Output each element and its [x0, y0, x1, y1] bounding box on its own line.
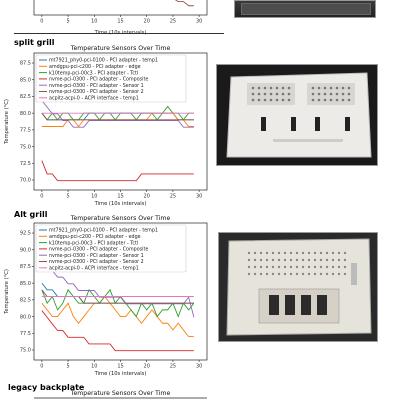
- split-series-line-3: [42, 161, 194, 181]
- alt-legend-label: mt7921_phy0-pci-0100 - PCI adapter - temp1: [49, 228, 158, 234]
- alt-photo: [218, 232, 378, 342]
- alt-legend-label: amdgpu-pci-c200 - PCI adapter - edge: [49, 235, 141, 240]
- split-ytick-label: 80.0: [19, 110, 31, 117]
- top-xtick-label: 5: [66, 18, 70, 25]
- top-xtick-label: 0: [40, 18, 44, 25]
- split-legend-label: nvme-pci-0300 - PCI adapter - Composite: [49, 77, 149, 83]
- alt-ytick-label: 75.0: [19, 347, 31, 354]
- split-legend-label: nvme-pci-0300 - PCI adapter - Sensor 2: [49, 90, 144, 96]
- alt-legend-label: nvme-pci-0300 - PCI adapter - Composite: [49, 247, 149, 253]
- alt-legend-label: acpitz-acpi-0 - ACPI interface - temp1: [49, 266, 139, 272]
- alt-xtick-label: 0: [40, 363, 44, 370]
- split-legend-label: k10temp-pci-00c3 - PCI adapter - Tctl: [49, 71, 139, 77]
- split-xtick-label: 20: [143, 193, 150, 200]
- split-legend-label: mt7921_phy0-pci-0100 - PCI adapter - temp1: [49, 58, 158, 64]
- split-legend-label: acpitz-acpi-0 - ACPI interface - temp1: [49, 96, 139, 102]
- alt-xtick-label: 20: [143, 363, 150, 370]
- split-legend-label: nvme-pci-0300 - PCI adapter - Sensor 1: [49, 83, 144, 89]
- alt-plate-image: [219, 233, 377, 341]
- split-xtick-label: 25: [169, 193, 177, 200]
- top-xtick-label: 20: [143, 18, 150, 25]
- split-chart: [0, 44, 212, 212]
- split-ytick-label: 87.5: [19, 60, 31, 67]
- split-ytick-label: 77.5: [19, 127, 31, 134]
- split-ytick-label: 82.5: [19, 94, 31, 101]
- alt-ytick-label: 80.0: [19, 314, 31, 321]
- split-ytick-label: 75.0: [19, 144, 31, 151]
- alt-chart: [0, 214, 212, 382]
- alt-chart-title: Temperature Sensors Over Time: [70, 215, 171, 222]
- split-ytick-label: 85.0: [19, 77, 31, 84]
- split-ylabel: Temperature (°C): [4, 99, 10, 144]
- alt-legend-label: nvme-pci-0300 - PCI adapter - Sensor 1: [49, 253, 144, 259]
- alt-series-line-1: [42, 297, 194, 337]
- alt-xlabel: Time (10s intervals): [94, 371, 147, 377]
- alt-xtick-label: 10: [91, 363, 98, 370]
- top-rule: [14, 33, 224, 34]
- alt-ytick-label: 77.5: [19, 330, 31, 337]
- split-photo: [216, 64, 378, 166]
- alt-ytick-label: 90.0: [19, 247, 31, 254]
- alt-legend-label: k10temp-pci-00c3 - PCI adapter - Tctl: [49, 241, 139, 247]
- split-xlabel: Time (10s intervals): [94, 201, 147, 207]
- alt-ytick-label: 87.5: [19, 264, 31, 271]
- section-title-legacy: legacy backplate: [8, 383, 85, 392]
- alt-xtick-label: 15: [117, 363, 124, 370]
- alt-ytick-label: 92.5: [19, 230, 31, 237]
- split-xtick-label: 15: [117, 193, 124, 200]
- top-chart: [0, 0, 225, 40]
- split-xtick-label: 0: [40, 193, 44, 200]
- legacy-chart-title: Temperature Sensors Over Time: [70, 390, 171, 397]
- section-title-split: split grill: [14, 38, 55, 47]
- alt-xtick-label: 30: [195, 363, 203, 370]
- alt-series-line-3: [42, 311, 194, 351]
- split-xtick-label: 5: [66, 193, 70, 200]
- top-axes-frame: [34, 0, 207, 15]
- top-xtick-label: 25: [169, 18, 177, 25]
- alt-ytick-label: 82.5: [19, 297, 31, 304]
- alt-xtick-label: 25: [169, 363, 177, 370]
- alt-xtick-label: 5: [66, 363, 70, 370]
- split-xtick-label: 30: [195, 193, 203, 200]
- alt-ytick-label: 85.0: [19, 280, 31, 287]
- top-xtick-label: 15: [117, 18, 124, 25]
- top-xtick-label: 10: [91, 18, 98, 25]
- top-xtick-label: 30: [195, 18, 203, 25]
- top-series-line-0: [42, 0, 194, 6]
- split-xtick-label: 10: [91, 193, 98, 200]
- alt-ylabel: Temperature (°C): [4, 269, 10, 314]
- split-ytick-label: 72.5: [19, 160, 31, 167]
- split-ytick-label: 70.0: [19, 177, 31, 184]
- split-chart-title: Temperature Sensors Over Time: [70, 45, 171, 52]
- alt-legend-label: nvme-pci-0300 - PCI adapter - Sensor 2: [49, 260, 144, 266]
- section-title-alt: Alt grill: [14, 210, 48, 219]
- split-plate-image: [217, 65, 377, 165]
- split-legend-label: amdgpu-pci-c200 - PCI adapter - edge: [49, 65, 141, 70]
- split-series-line-4: [42, 100, 194, 127]
- top-photo: [234, 0, 376, 18]
- legacy-chart: [0, 386, 212, 400]
